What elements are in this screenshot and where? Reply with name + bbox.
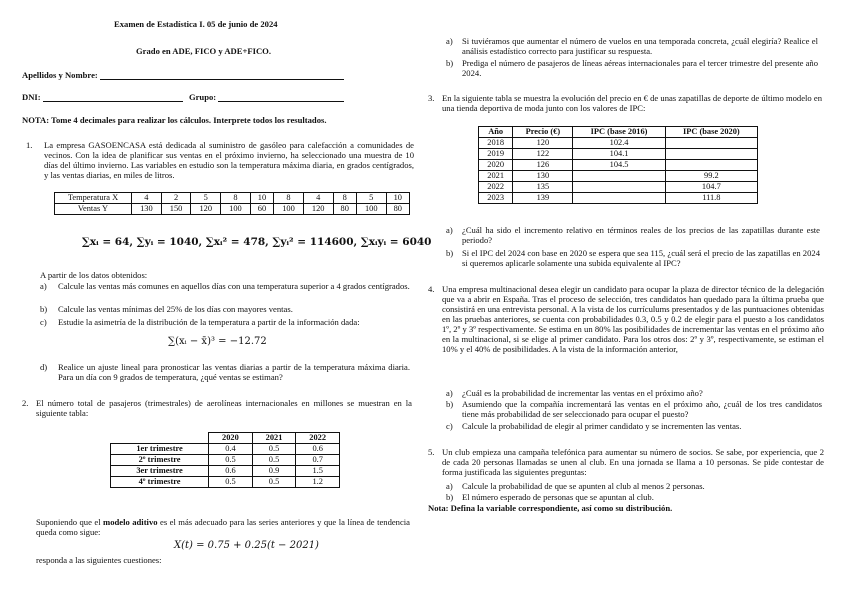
q1-intro: La empresa GASOENCASA está dedicada al suministro de gasóleo para calefacción a comunidades de vecinos. Con la idea de planificar sus ventas en el próximo invierno, ha seleccionado una muestra de 10 días del último invierno. Las variables en estudio son la temperatura máxima diaria, en grados centígrados, y las ventas diarias, en miles de litros. — [44, 140, 414, 180]
table-cell: 111.8 — [665, 193, 757, 204]
dni-label: DNI: — [22, 92, 41, 102]
group-label: Grupo: — [188, 92, 217, 102]
q4-c-label: c) — [446, 421, 453, 431]
table-cell: 5 — [356, 193, 386, 204]
table-cell: 2018 — [479, 138, 513, 149]
q2-number: 2. — [22, 398, 29, 408]
q2-trend-formula: X(t) = 0.75 + 0.25(t − 2021) — [174, 540, 319, 551]
table-cell: 0.7 — [296, 455, 340, 466]
table-row — [479, 182, 758, 193]
table-cell: 120 — [513, 138, 573, 149]
table-row — [111, 466, 340, 477]
q5-intro: Un club empieza una campaña telefónica para aumentar su número de socios. Se sabe, por experiencia, que 2 de cada 20 personas llamadas se unen al club. En una jornada se llama a 10 personas. Se pide contestar de forma justificada las siguientes preguntas: — [442, 447, 824, 477]
table-cell: 2021 — [479, 171, 513, 182]
table-cell: 8 — [221, 193, 251, 204]
name-blank — [100, 79, 344, 80]
table-cell: 80 — [333, 204, 356, 215]
q4-c-text: Calcule la probabilidad de elegir al primer candidato y se incrementen las ventas. — [462, 421, 742, 431]
table-cell: 0.5 — [252, 444, 296, 455]
table-cell: 130 — [513, 171, 573, 182]
table-cell: 104.5 — [573, 160, 665, 171]
q1-a-text: Calcule las ventas más comunes en aquellos días con una temperatura superior a 4 grados centígrados. — [58, 281, 410, 291]
row-label: 1er trimestre — [111, 444, 209, 455]
q4-b-label: b) — [446, 399, 454, 409]
table-cell: 120 — [303, 204, 333, 215]
table-cell: 100 — [356, 204, 386, 215]
table-cell: 2019 — [479, 149, 513, 160]
q1-from-data: A partir de los datos obtenidos: — [40, 270, 148, 280]
table-cell — [573, 182, 665, 193]
q5-a-label: a) — [446, 481, 453, 491]
table-cell: 120 — [191, 204, 221, 215]
table-row — [111, 444, 340, 455]
q4-number: 4. — [428, 284, 435, 294]
column-header: 2021 — [252, 433, 296, 444]
q5-a-text: Calcule la probabilidad de que se apunten al club al menos 2 personas. — [462, 481, 705, 491]
q4-b-text: Asumiendo que la compañía incrementará las ventas en el próximo año, ¿cuál de los tres candidatos tiene más probabilidad de ser seleccionado para ocupar el puesto? — [462, 399, 822, 419]
q4-a-text: ¿Cuál es la probabilidad de incrementar las ventas en el próximo año? — [462, 388, 703, 398]
table-row — [479, 127, 758, 138]
table-cell: 10 — [386, 193, 409, 204]
table-cell: 0.5 — [252, 455, 296, 466]
q5-note: Nota: Defina la variable correspondiente, así como su distribución. — [428, 503, 673, 513]
q3-b-text: Si el IPC del 2024 con base en 2020 se espera que sea 115, ¿cuál será el precio de las zapatillas en 2024 si queremos aplicarle solamente una subida equivalente al IPC? — [462, 248, 820, 268]
table-cell: 150 — [161, 204, 191, 215]
column-header: IPC (base 2016) — [573, 127, 665, 138]
table-cell: 0.5 — [209, 477, 253, 488]
table-cell — [665, 149, 757, 160]
q1-d-label: d) — [40, 362, 48, 372]
column-header: 2020 — [209, 433, 253, 444]
table-cell: 102.4 — [573, 138, 665, 149]
table-cell: 100 — [221, 204, 251, 215]
table-cell: 1.2 — [296, 477, 340, 488]
q2-model-text — [36, 517, 410, 537]
table-cell: 135 — [513, 182, 573, 193]
q2-b-label: b) — [446, 58, 454, 68]
table-cell — [573, 193, 665, 204]
q5-b-label: b) — [446, 492, 454, 502]
table-cell: 4 — [132, 193, 162, 204]
table-cell: 8 — [274, 193, 304, 204]
q4-a-label: a) — [446, 388, 453, 398]
q2-respond: responda a las siguientes cuestiones: — [36, 555, 162, 565]
table-cell: 99.2 — [665, 171, 757, 182]
table-row — [479, 160, 758, 171]
q1-d-text: Realice un ajuste lineal para pronosticar las ventas diarias a partir de la temperatura máxima diaria. Para un día con 9 grados de temperatura, ¿qué ventas se estiman? — [58, 362, 410, 382]
q1-c-formula: ∑(xᵢ − x̄)³ = −12.72 — [168, 336, 267, 347]
table-cell: 5 — [191, 193, 221, 204]
row-label: 2º trimestre — [111, 455, 209, 466]
table-cell: 126 — [513, 160, 573, 171]
table-row — [111, 477, 340, 488]
table-cell: 104.7 — [665, 182, 757, 193]
table-cell: 4 — [303, 193, 333, 204]
q1-sums-formula: ∑xᵢ = 64, ∑yᵢ = 1040, ∑xᵢ² = 478, ∑yᵢ² = 114600, ∑xᵢyᵢ = 6040 — [82, 236, 432, 248]
q4-intro: Una empresa multinacional desea elegir un candidato para ocupar la plaza de director técnico de la delegación que va a abrir en España. Tras el proceso de selección, tres candidatos han quedado para la última prueba que consistirá en una entrevista personal. A la vista de los currículums presentados y de las puntuaciones obtenidas en las pruebas anteriores, se cuenta con probabilidades 0.3, 0.5 y 0.2 de elegir para el puesto a los candidatos 1º, 2º y 3º respectivamente. Se estima en un 80% las posibilidades de incrementar las ventas en el próximo año en la multinacional, si se elige al primer candidato. Para los otros dos: 2º y 3º, respectivamente, se estiman el 10% y el 40% de posibilidades. A la vista de la información anterior, — [442, 284, 824, 354]
q2-model-text-1: Suponiendo que el — [36, 517, 101, 527]
table-cell: 2020 — [479, 160, 513, 171]
table-row — [479, 149, 758, 160]
q2-table — [110, 432, 340, 488]
table-cell — [665, 138, 757, 149]
q2-intro: El número total de pasajeros (trimestrales) de aerolíneas internacionales en millones se muestran en la siguiente tabla: — [36, 398, 412, 418]
table-cell: 104.1 — [573, 149, 665, 160]
q1-b-text: Calcule las ventas mínimas del 25% de los días con mayores ventas. — [58, 304, 293, 314]
column-header: Año — [479, 127, 513, 138]
table-cell: 0.6 — [296, 444, 340, 455]
table-cell: 100 — [274, 204, 304, 215]
q3-a-text: ¿Cuál ha sido el incremento relativo en términos reales de los precios de las zapatillas durante este periodo? — [462, 225, 820, 245]
q2-b-text: Prediga el número de pasajeros de líneas aéreas internacionales para el tercer trimestre del presente año 2024. — [462, 58, 818, 78]
q1-c-text: Estudie la asimetría de la distribución de la temperatura a partir de la información dada: — [58, 317, 360, 327]
row-label: 3er trimestre — [111, 466, 209, 477]
table-row — [479, 193, 758, 204]
table-cell: 8 — [333, 193, 356, 204]
q2-a-label: a) — [446, 36, 453, 46]
group-blank — [218, 101, 344, 102]
table-row — [55, 193, 410, 204]
table-cell: 122 — [513, 149, 573, 160]
q5-b-text: El número esperado de personas que se apuntan al club. — [462, 492, 654, 502]
q1-number: 1. — [26, 140, 33, 150]
table-cell: 10 — [250, 193, 273, 204]
table-row — [55, 204, 410, 215]
table-row — [479, 171, 758, 182]
table-cell: 0.9 — [252, 466, 296, 477]
column-header: 2022 — [296, 433, 340, 444]
q1-a-label: a) — [40, 281, 47, 291]
q3-intro: En la siguiente tabla se muestra la evolución del precio en € de unas zapatillas de deporte de último modelo en una tienda deportiva de moda junto con los valores de IPC: — [442, 93, 822, 113]
table-cell: 0.4 — [209, 444, 253, 455]
dni-field — [22, 92, 344, 102]
table-cell: 0.5 — [252, 477, 296, 488]
q1-c-label: c) — [40, 317, 47, 327]
table-cell: 130 — [132, 204, 162, 215]
q2-model-bold: modelo aditivo — [103, 517, 158, 527]
table-cell: 2023 — [479, 193, 513, 204]
row-label: Temperatura X — [55, 193, 132, 204]
q1-b-label: b) — [40, 304, 48, 314]
q3-a-label: a) — [446, 225, 453, 235]
q5-number: 5. — [428, 447, 435, 457]
general-note: NOTA: Tome 4 decimales para realizar los cálculos. Interprete todos los resultados. — [22, 115, 327, 125]
table-cell: 2 — [161, 193, 191, 204]
q2-a-text: Si tuviéramos que aumentar el número de vuelos en una temporada concreta, ¿cuál elegiría? Realice el análisis estadístico correcto para justificar su respuesta. — [462, 36, 818, 56]
exam-title: Examen de Estadística I. 05 de junio de 2024 — [114, 19, 278, 29]
table-corner — [111, 433, 209, 444]
exam-subtitle: Grado en ADE, FICO y ADE+FICO. — [136, 46, 272, 56]
table-row — [111, 433, 340, 444]
table-cell: 80 — [386, 204, 409, 215]
table-cell: 60 — [250, 204, 273, 215]
table-cell: 139 — [513, 193, 573, 204]
dni-blank — [43, 101, 183, 102]
column-header: IPC (base 2020) — [665, 127, 757, 138]
name-field — [22, 70, 344, 80]
q3-b-label: b) — [446, 248, 454, 258]
name-label: Apellidos y Nombre: — [22, 70, 98, 80]
table-cell — [665, 160, 757, 171]
row-label: Ventas Y — [55, 204, 132, 215]
row-label: 4º trimestre — [111, 477, 209, 488]
table-cell: 0.6 — [209, 466, 253, 477]
table-row — [479, 138, 758, 149]
table-cell: 0.5 — [209, 455, 253, 466]
column-header: Precio (€) — [513, 127, 573, 138]
q2-model-text-2: es el más adecuado para las series anteriores y que la línea de tendencia queda como sigue: — [36, 517, 410, 537]
q3-number: 3. — [428, 93, 435, 103]
q1-table — [54, 192, 410, 215]
table-cell: 1.5 — [296, 466, 340, 477]
q3-table — [478, 126, 758, 204]
table-cell: 2022 — [479, 182, 513, 193]
table-cell — [573, 171, 665, 182]
table-row — [111, 455, 340, 466]
